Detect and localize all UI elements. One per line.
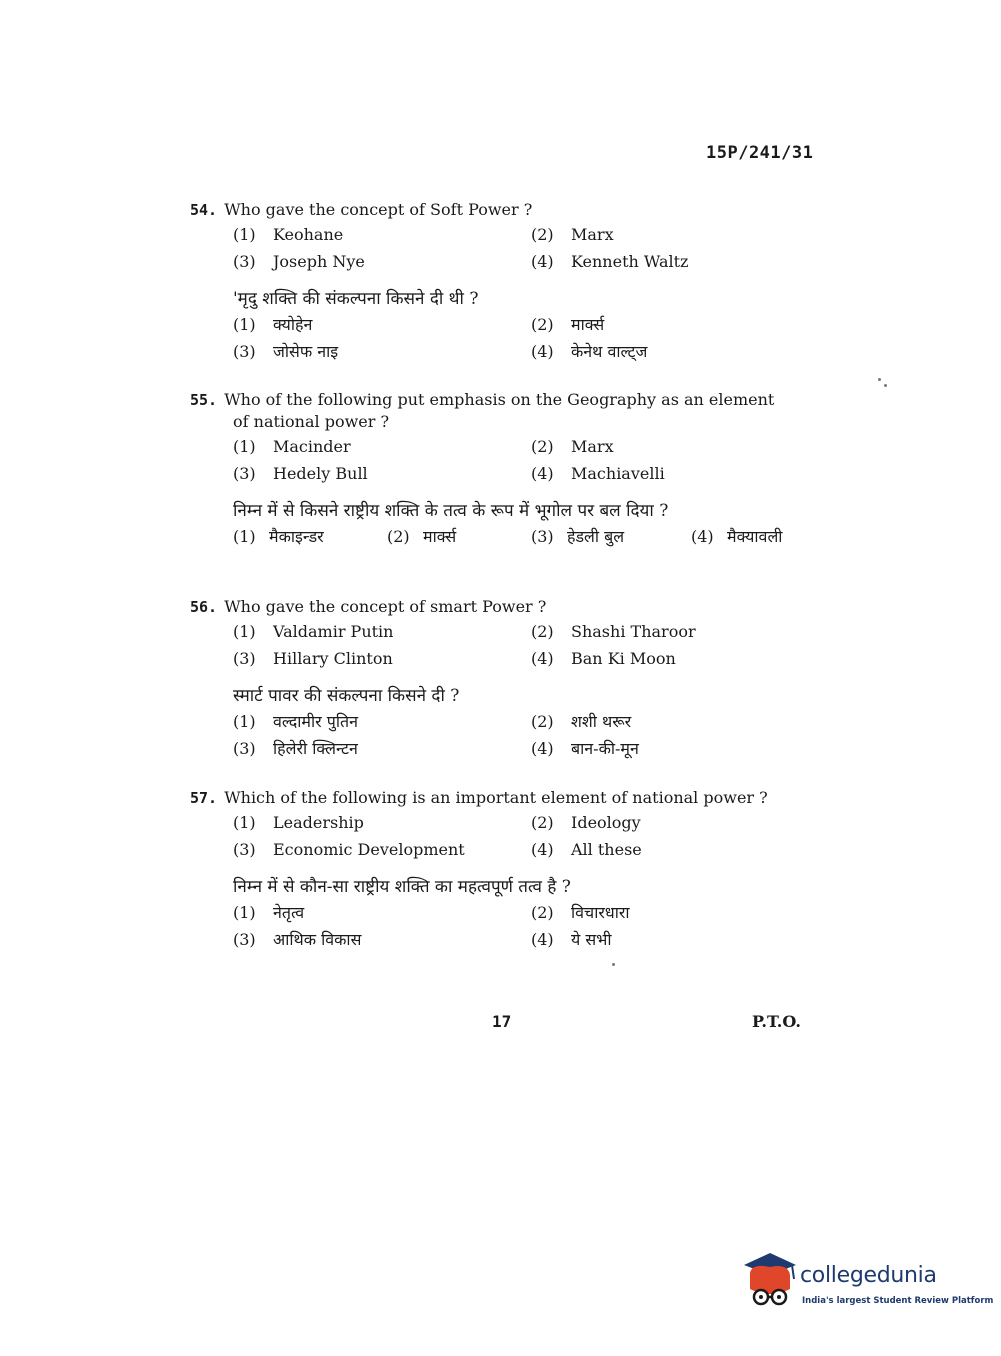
collegedunia-logo [740,1245,994,1315]
hindi-option-1: (1) मैकाइन्डर [233,527,324,546]
option-1: (1) Macinder [233,437,351,456]
hindi-question-text: निम्न में से कौन-सा राष्ट्रीय शक्ति का महत्वपूर्ण तत्व है ? [233,877,571,897]
question-number: 54. [190,201,218,219]
mascot-icon [740,1245,800,1315]
hindi-question-text: निम्न में से किसने राष्ट्रीय शक्ति के तत्व के रूप में भूगोल पर बल दिया ? [233,501,669,521]
question-57 [190,787,830,955]
scan-speck [612,963,615,966]
brand-tagline: India's largest Student Review Platform [802,1296,994,1306]
option-3: (3) Joseph Nye [233,252,365,271]
question-text: Who of the following put emphasis on the Geography as an element [224,390,775,409]
question-text-cont: of national power ? [233,412,390,431]
hindi-option-3: (3) हिलेरी क्लिन्टन [233,739,358,758]
option-1: (1) Keohane [233,225,344,244]
question-55 [190,389,830,552]
hindi-option-2: (2) मार्क्स [387,527,457,546]
hindi-option-2: (2) मार्क्स [531,315,605,334]
hindi-question-text: स्मार्ट पावर की संकल्पना किसने दी ? [233,686,460,706]
option-2: (2) Shashi Tharoor [531,622,696,641]
scan-speck [878,378,881,381]
hindi-option-4: (4) बान-की-मून [531,739,639,758]
hindi-option-1: (1) वल्दामीर पुतिन [233,712,359,731]
question-text: Which of the following is an important element of national power ? [224,788,768,807]
option-2: (2) Marx [531,437,614,456]
option-3: (3) Hillary Clinton [233,649,393,668]
question-number: 55. [190,391,218,409]
option-4: (4) All these [531,840,642,859]
paper-code: 15P/241/31 [706,143,814,163]
option-3: (3) Hedely Bull [233,464,368,483]
question-text: Who gave the concept of smart Power ? [224,597,547,616]
option-4: (4) Machiavelli [531,464,665,483]
pto-label: P.T.O. [752,1012,801,1031]
hindi-option-3: (3) आथिक विकास [233,930,362,949]
page-number: 17 [492,1012,512,1031]
question-56 [190,596,830,764]
hindi-option-4: (4) केनेथ वाल्ट्ज [531,342,648,361]
option-1: (1) Valdamir Putin [233,622,394,641]
brand-name: collegedunia [800,1263,937,1288]
option-1: (1) Leadership [233,813,364,832]
question-number: 56. [190,598,218,616]
hindi-option-4: (4) ये सभी [531,930,612,949]
question-text: Who gave the concept of Soft Power ? [224,200,533,219]
option-2: (2) Marx [531,225,614,244]
hindi-option-1: (1) क्योहेन [233,315,313,334]
hindi-option-2: (2) शशी थरूर [531,712,632,731]
hindi-option-2: (2) विचारधारा [531,903,630,922]
hindi-option-1: (1) नेतृत्व [233,903,305,922]
question-54 [190,199,830,367]
hindi-option-4: (4) मैक्यावली [691,527,783,546]
hindi-option-3: (3) जोसेफ नाइ [233,342,339,361]
option-4: (4) Kenneth Waltz [531,252,689,271]
hindi-question-text: 'मृदु शक्ति की संकल्पना किसने दी थी ? [233,289,479,309]
option-3: (3) Economic Development [233,840,465,859]
option-4: (4) Ban Ki Moon [531,649,676,668]
option-2: (2) Ideology [531,813,641,832]
scan-speck [884,384,887,387]
question-number: 57. [190,789,218,807]
hindi-option-3: (3) हेडली बुल [531,527,625,546]
